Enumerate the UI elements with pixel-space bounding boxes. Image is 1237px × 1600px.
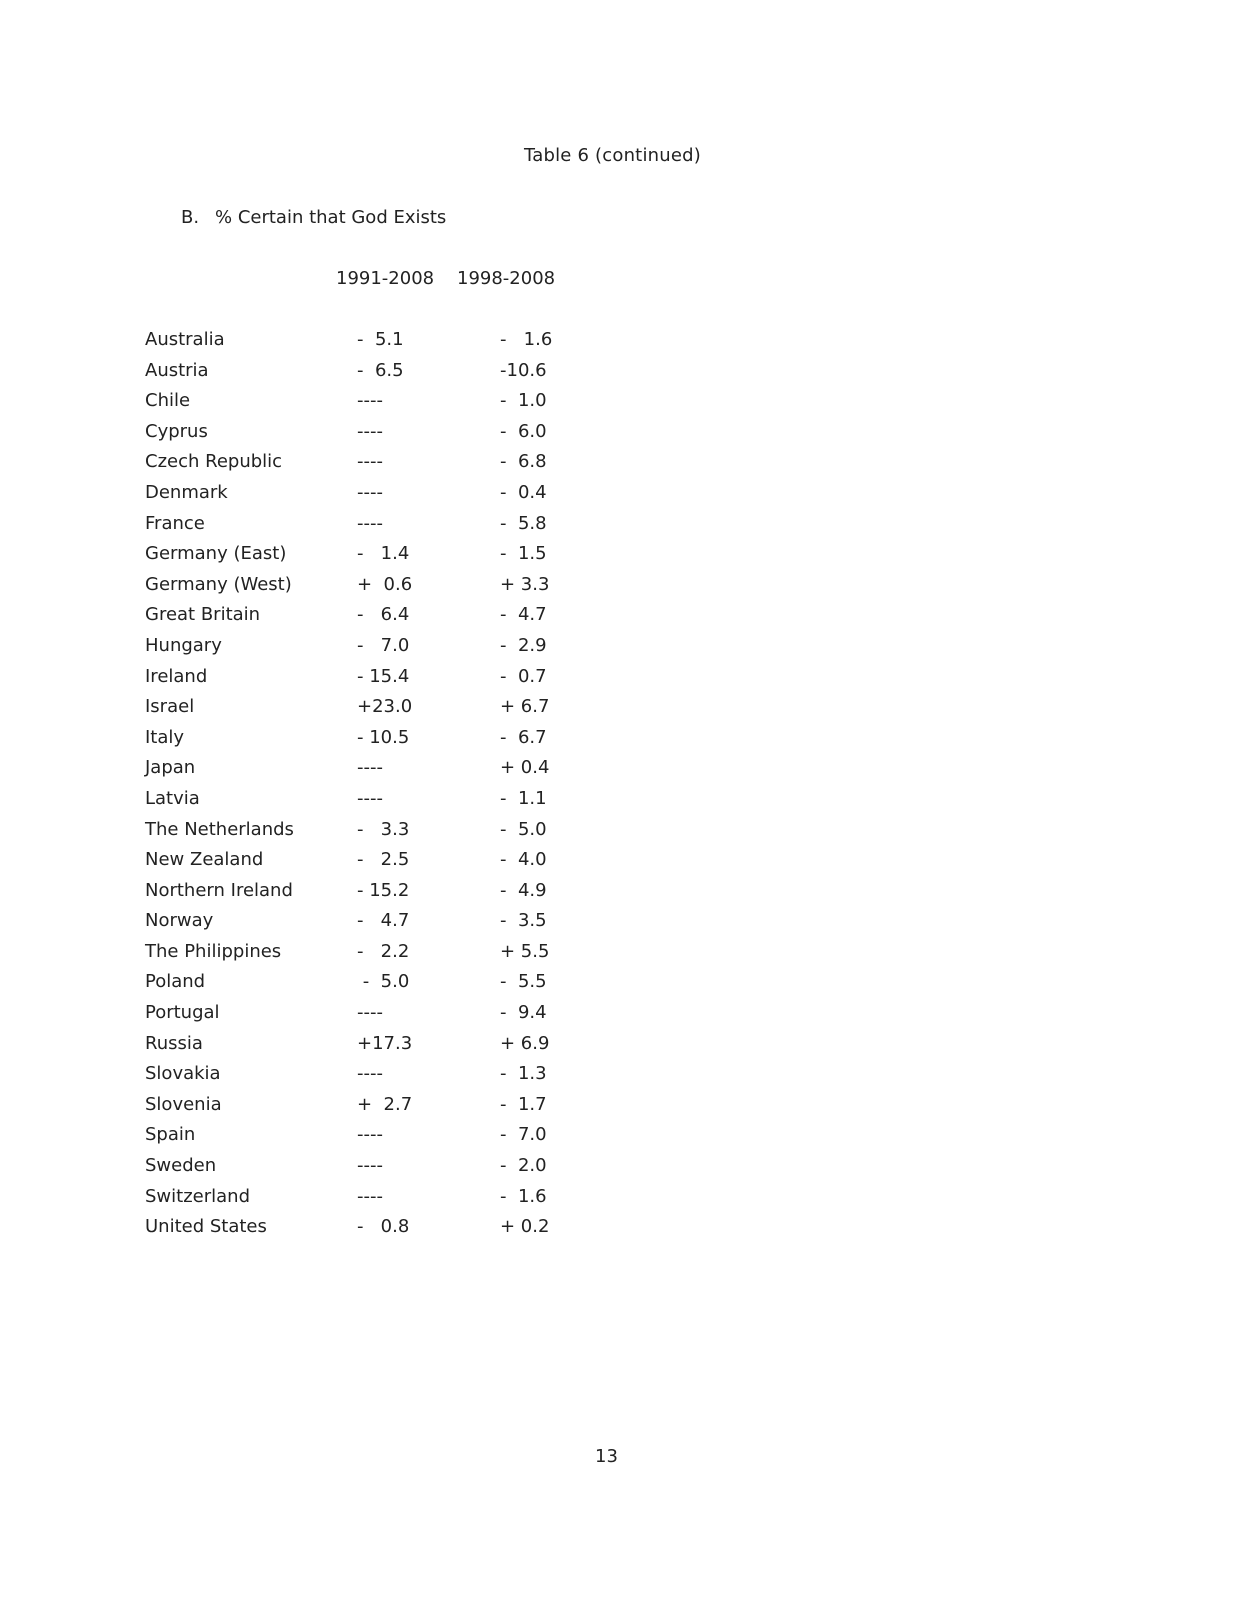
table-row [0, 880, 1237, 911]
value-1991-2008-cell: - 6.4 [357, 604, 410, 626]
value-1998-2008-cell: - 6.7 [500, 726, 547, 748]
table-row [0, 574, 1237, 605]
value-1991-2008-cell: ---- [357, 1185, 383, 1207]
table-row [0, 421, 1237, 452]
table-row [0, 451, 1237, 482]
country-cell: Russia [145, 1032, 203, 1054]
value-1998-2008-cell: - 1.1 [500, 787, 547, 809]
country-cell: Portugal [145, 1002, 220, 1024]
value-1991-2008-cell: ---- [357, 757, 383, 779]
value-1991-2008-cell: - 10.5 [357, 726, 410, 748]
country-cell: Israel [145, 696, 195, 718]
value-1998-2008-cell: - 7.0 [500, 1124, 547, 1146]
table-row [0, 1033, 1237, 1064]
country-cell: Germany (West) [145, 573, 292, 595]
value-1991-2008-cell: ---- [357, 1063, 383, 1085]
value-1998-2008-cell: + 0.4 [500, 757, 550, 779]
table-row [0, 1002, 1237, 1033]
value-1991-2008-cell: - 1.4 [357, 543, 410, 565]
value-1991-2008-cell: ---- [357, 451, 383, 473]
value-1998-2008-cell: - 1.6 [500, 329, 553, 350]
country-cell: Czech Republic [145, 451, 283, 473]
value-1991-2008-cell: - 7.0 [357, 634, 410, 656]
value-1991-2008-cell: +23.0 [357, 696, 413, 718]
country-cell: Austria [145, 359, 209, 381]
value-1991-2008-cell: - 6.5 [357, 359, 404, 381]
country-cell: United States [145, 1216, 267, 1238]
country-cell: The Netherlands [145, 818, 294, 840]
country-cell: Chile [145, 390, 191, 412]
value-1998-2008-cell: - 5.0 [500, 818, 547, 840]
table-row [0, 727, 1237, 758]
value-1991-2008-cell: - 2.2 [357, 940, 410, 962]
column-headers [0, 268, 1237, 292]
value-1998-2008-cell: - 4.0 [500, 849, 547, 871]
value-1991-2008-cell: ---- [357, 787, 383, 809]
country-cell: France [145, 512, 205, 534]
value-1991-2008-cell: + 0.6 [357, 573, 413, 595]
country-cell: Germany (East) [145, 543, 287, 565]
value-1998-2008-cell: - 1.3 [500, 1063, 547, 1085]
country-cell: Great Britain [145, 604, 261, 626]
value-1998-2008-cell: - 2.9 [500, 634, 547, 656]
country-cell: Cyprus [145, 420, 208, 442]
country-cell: Slovakia [145, 1063, 221, 1085]
value-1998-2008-cell: - 4.9 [500, 879, 547, 901]
country-cell: Switzerland [145, 1185, 250, 1207]
value-1998-2008-cell: + 3.3 [500, 573, 550, 595]
column-header-1998-2008: 1998-2008 [457, 268, 556, 289]
value-1998-2008-cell: - 1.0 [500, 390, 547, 412]
value-1998-2008-cell: - 1.6 [500, 1185, 547, 1207]
table-row [0, 696, 1237, 727]
value-1991-2008-cell: - 2.5 [357, 849, 410, 871]
country-cell: Hungary [145, 634, 222, 656]
value-1991-2008-cell: - 0.8 [357, 1216, 410, 1238]
value-1991-2008-cell: ---- [357, 1155, 383, 1177]
country-cell: Poland [145, 971, 206, 993]
table-row [0, 971, 1237, 1002]
table-row [0, 1094, 1237, 1125]
country-cell: Slovenia [145, 1093, 222, 1115]
value-1991-2008-cell: - 3.3 [357, 818, 410, 840]
value-1991-2008-cell: ---- [357, 1002, 383, 1024]
table-row [0, 604, 1237, 635]
table-row [0, 360, 1237, 391]
country-cell: Japan [145, 757, 196, 779]
column-header-1991-2008: 1991-2008 [336, 268, 435, 289]
value-1991-2008-cell: ---- [357, 390, 383, 412]
table-row [0, 1216, 1237, 1247]
value-1998-2008-cell: - 3.5 [500, 910, 547, 932]
value-1991-2008-cell: - 15.4 [357, 665, 410, 687]
table-row [0, 941, 1237, 972]
value-1998-2008-cell: - 9.4 [500, 1002, 547, 1024]
table-row [0, 666, 1237, 697]
value-1991-2008-cell: ---- [357, 420, 383, 442]
value-1998-2008-cell: - 1.5 [500, 543, 547, 565]
data-table [0, 329, 1237, 1247]
value-1998-2008-cell: - 0.7 [500, 665, 547, 687]
table-row [0, 329, 1237, 360]
value-1998-2008-cell: - 6.8 [500, 451, 547, 473]
country-cell: Denmark [145, 481, 228, 503]
section-letter: B. [181, 207, 200, 228]
value-1998-2008-cell: - 4.7 [500, 604, 547, 626]
value-1998-2008-cell: -10.6 [500, 359, 547, 381]
value-1991-2008-cell: ---- [357, 481, 383, 503]
value-1998-2008-cell: - 1.7 [500, 1093, 547, 1115]
table-title-text: Table 6 (continued) [524, 145, 701, 166]
value-1998-2008-cell: - 5.5 [500, 971, 547, 993]
value-1991-2008-cell: - 4.7 [357, 910, 410, 932]
country-cell: Sweden [145, 1155, 217, 1177]
country-cell: Latvia [145, 787, 200, 809]
value-1998-2008-cell: + 0.2 [500, 1216, 550, 1238]
country-cell: New Zealand [145, 849, 264, 871]
value-1991-2008-cell: + 2.7 [357, 1093, 413, 1115]
table-row [0, 1186, 1237, 1217]
value-1991-2008-cell: ---- [357, 1124, 383, 1146]
table-row [0, 819, 1237, 850]
table-row [0, 849, 1237, 880]
value-1998-2008-cell: + 5.5 [500, 940, 550, 962]
table-row [0, 1155, 1237, 1186]
table-row [0, 390, 1237, 421]
value-1998-2008-cell: + 6.7 [500, 696, 550, 718]
table-row [0, 788, 1237, 819]
section-heading [181, 207, 446, 228]
table-title [0, 145, 1237, 166]
page-number [0, 1446, 1237, 1467]
table-row [0, 482, 1237, 513]
country-cell: The Philippines [145, 940, 282, 962]
value-1991-2008-cell: ---- [357, 512, 383, 534]
table-row [0, 1124, 1237, 1155]
value-1998-2008-cell: - 5.8 [500, 512, 547, 534]
value-1991-2008-cell: +17.3 [357, 1032, 413, 1054]
page-number-text: 13 [595, 1446, 618, 1467]
table-row [0, 635, 1237, 666]
country-cell: Northern Ireland [145, 879, 293, 901]
value-1991-2008-cell: - 5.0 [357, 971, 410, 993]
value-1998-2008-cell: + 6.9 [500, 1032, 550, 1054]
value-1991-2008-cell: - 5.1 [357, 329, 404, 350]
country-cell: Spain [145, 1124, 196, 1146]
country-cell: Norway [145, 910, 214, 932]
section-heading-text: % Certain that God Exists [215, 207, 447, 228]
country-cell: Australia [145, 329, 225, 350]
table-row [0, 543, 1237, 574]
value-1991-2008-cell: - 15.2 [357, 879, 410, 901]
value-1998-2008-cell: - 6.0 [500, 420, 547, 442]
table-row [0, 513, 1237, 544]
table-row [0, 757, 1237, 788]
country-cell: Ireland [145, 665, 208, 687]
country-cell: Italy [145, 726, 185, 748]
value-1998-2008-cell: - 2.0 [500, 1155, 547, 1177]
table-row [0, 910, 1237, 941]
value-1998-2008-cell: - 0.4 [500, 481, 547, 503]
table-row [0, 1063, 1237, 1094]
